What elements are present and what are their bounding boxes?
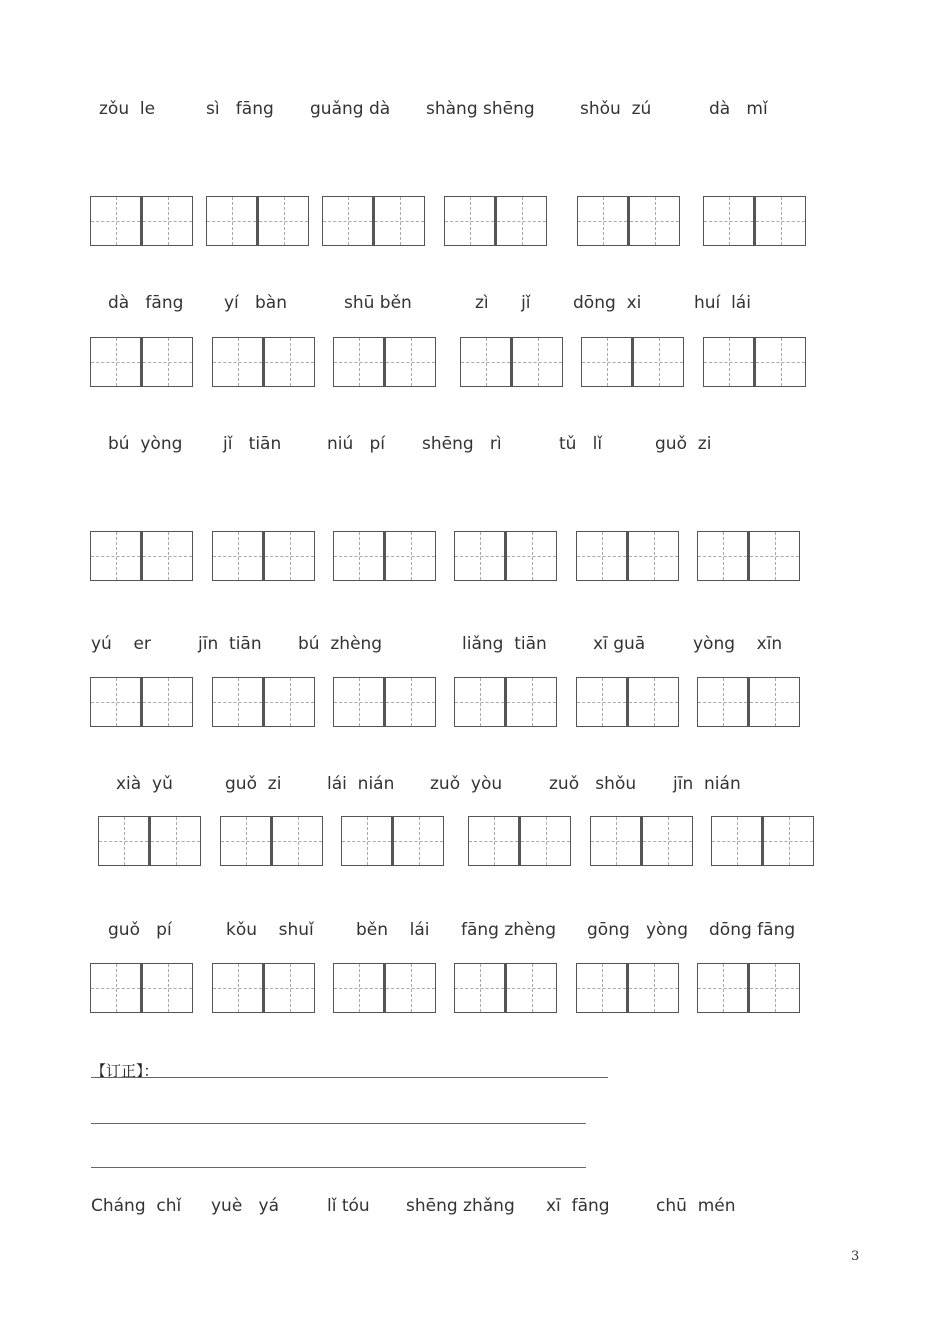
writing-cell[interactable] — [576, 531, 627, 581]
pinyin-word: guǎng dà — [310, 99, 391, 119]
tian-zi-grid[interactable] — [711, 816, 814, 866]
writing-cell[interactable] — [627, 963, 679, 1013]
page-number: 3 — [851, 1249, 860, 1264]
tian-zi-grid[interactable] — [212, 963, 315, 1013]
pinyin-word: yí bàn — [224, 293, 287, 313]
pinyin-word: yú er — [91, 634, 151, 654]
writing-cell[interactable] — [511, 337, 563, 387]
writing-cell[interactable] — [90, 337, 141, 387]
writing-cell[interactable] — [505, 677, 557, 727]
pinyin-word: shǒu zú — [580, 99, 652, 119]
tian-zi-grid[interactable] — [98, 816, 201, 866]
pinyin-word: huí lái — [694, 293, 751, 313]
tian-zi-grid[interactable] — [576, 531, 679, 581]
pinyin-word: xī guā — [593, 634, 646, 654]
writing-cell[interactable] — [322, 196, 373, 246]
writing-cell[interactable] — [141, 963, 193, 1013]
writing-cell[interactable] — [519, 816, 571, 866]
writing-cell[interactable] — [454, 531, 505, 581]
writing-cell[interactable] — [460, 337, 511, 387]
tian-zi-grid[interactable] — [333, 337, 436, 387]
tian-zi-grid[interactable] — [212, 531, 315, 581]
writing-cell[interactable] — [141, 196, 193, 246]
writing-cell[interactable] — [697, 531, 748, 581]
pinyin-word: fāng zhèng — [461, 920, 557, 940]
pinyin-word: yuè yá — [211, 1196, 279, 1216]
tian-zi-grid[interactable] — [460, 337, 563, 387]
tian-zi-grid[interactable] — [454, 677, 557, 727]
tian-zi-grid[interactable] — [90, 677, 193, 727]
pinyin-word: zǒu le — [99, 99, 156, 119]
pinyin-word: shàng shēng — [426, 99, 535, 119]
writing-cell[interactable] — [333, 531, 384, 581]
tian-zi-grid[interactable] — [444, 196, 547, 246]
writing-cell[interactable] — [333, 963, 384, 1013]
pinyin-word: sì fāng — [206, 99, 274, 119]
pinyin-word: jīn tiān — [198, 634, 262, 654]
writing-cell[interactable] — [141, 531, 193, 581]
writing-cell[interactable] — [748, 531, 800, 581]
pinyin-word: lái nián — [327, 774, 395, 794]
writing-cell[interactable] — [576, 677, 627, 727]
tian-zi-grid[interactable] — [697, 677, 800, 727]
writing-cell[interactable] — [263, 337, 315, 387]
writing-cell[interactable] — [212, 677, 263, 727]
correction-line[interactable] — [91, 1077, 608, 1078]
tian-zi-grid[interactable] — [341, 816, 444, 866]
pinyin-word: liǎng tiān — [462, 634, 547, 654]
tian-zi-grid[interactable] — [581, 337, 684, 387]
pinyin-word: zì jǐ — [475, 293, 531, 313]
writing-cell[interactable] — [748, 677, 800, 727]
writing-cell[interactable] — [627, 677, 679, 727]
writing-cell[interactable] — [581, 337, 632, 387]
writing-cell[interactable] — [263, 531, 315, 581]
writing-cell[interactable] — [141, 337, 193, 387]
writing-cell[interactable] — [90, 677, 141, 727]
writing-cell[interactable] — [590, 816, 641, 866]
writing-cell[interactable] — [505, 531, 557, 581]
writing-cell[interactable] — [628, 196, 680, 246]
pinyin-word: Cháng chǐ — [91, 1196, 182, 1216]
tian-zi-grid[interactable] — [333, 677, 436, 727]
writing-cell[interactable] — [341, 816, 392, 866]
tian-zi-grid[interactable] — [454, 531, 557, 581]
writing-cell[interactable] — [141, 677, 193, 727]
writing-cell[interactable] — [149, 816, 201, 866]
writing-cell[interactable] — [754, 196, 806, 246]
pinyin-word: zuǒ yòu — [430, 774, 503, 794]
writing-cell[interactable] — [333, 337, 384, 387]
writing-cell[interactable] — [505, 963, 557, 1013]
pinyin-word: bú zhèng — [298, 634, 383, 654]
writing-cell[interactable] — [384, 963, 436, 1013]
tian-zi-grid[interactable] — [590, 816, 693, 866]
pinyin-word: niú pí — [327, 434, 385, 454]
writing-cell[interactable] — [90, 196, 141, 246]
tian-zi-grid[interactable] — [454, 963, 557, 1013]
pinyin-word: guǒ zi — [655, 434, 712, 454]
writing-cell[interactable] — [454, 963, 505, 1013]
tian-zi-grid[interactable] — [697, 531, 800, 581]
tian-zi-grid[interactable] — [703, 337, 806, 387]
writing-cell[interactable] — [212, 531, 263, 581]
writing-cell[interactable] — [627, 531, 679, 581]
writing-cell[interactable] — [697, 963, 748, 1013]
writing-cell[interactable] — [384, 337, 436, 387]
tian-zi-grid[interactable] — [576, 963, 679, 1013]
writing-cell[interactable] — [212, 963, 263, 1013]
pinyin-word: xià yǔ — [116, 774, 173, 794]
pinyin-word: dōng fāng — [709, 920, 796, 940]
tian-zi-grid[interactable] — [468, 816, 571, 866]
writing-cell[interactable] — [384, 531, 436, 581]
pinyin-word: jīn nián — [673, 774, 741, 794]
tian-zi-grid[interactable] — [697, 963, 800, 1013]
writing-cell[interactable] — [212, 337, 263, 387]
tian-zi-grid[interactable] — [90, 531, 193, 581]
writing-cell[interactable] — [392, 816, 444, 866]
pinyin-word: xī fāng — [546, 1196, 610, 1216]
tian-zi-grid[interactable] — [333, 531, 436, 581]
writing-cell[interactable] — [754, 337, 806, 387]
tian-zi-grid[interactable] — [90, 337, 193, 387]
pinyin-word: shū běn — [344, 293, 412, 313]
writing-cell[interactable] — [263, 963, 315, 1013]
writing-cell[interactable] — [711, 816, 762, 866]
pinyin-word: běn lái — [356, 920, 430, 940]
pinyin-word: jǐ tiān — [223, 434, 282, 454]
writing-cell[interactable] — [384, 677, 436, 727]
tian-zi-grid[interactable] — [206, 196, 309, 246]
writing-cell[interactable] — [641, 816, 693, 866]
writing-cell[interactable] — [220, 816, 271, 866]
writing-cell[interactable] — [576, 963, 627, 1013]
writing-cell[interactable] — [333, 677, 384, 727]
tian-zi-grid[interactable] — [90, 196, 193, 246]
tian-zi-grid[interactable] — [220, 816, 323, 866]
writing-cell[interactable] — [703, 196, 754, 246]
writing-cell[interactable] — [632, 337, 684, 387]
writing-cell[interactable] — [577, 196, 628, 246]
writing-cell[interactable] — [748, 963, 800, 1013]
tian-zi-grid[interactable] — [212, 337, 315, 387]
writing-cell[interactable] — [98, 816, 149, 866]
writing-cell[interactable] — [495, 196, 547, 246]
writing-cell[interactable] — [90, 963, 141, 1013]
pinyin-word: bú yòng — [108, 434, 183, 454]
pinyin-word: zuǒ shǒu — [549, 774, 637, 794]
writing-cell[interactable] — [703, 337, 754, 387]
correction-line[interactable] — [91, 1167, 586, 1168]
pinyin-word: kǒu shuǐ — [226, 920, 314, 940]
pinyin-word: dà fāng — [108, 293, 184, 313]
tian-zi-grid[interactable] — [322, 196, 425, 246]
pinyin-word: gōng yòng — [587, 920, 688, 940]
tian-zi-grid[interactable] — [576, 677, 679, 727]
pinyin-word: lǐ tóu — [327, 1196, 370, 1216]
pinyin-word: shēng zhǎng — [406, 1196, 515, 1216]
pinyin-word: guǒ zi — [225, 774, 282, 794]
writing-cell[interactable] — [206, 196, 257, 246]
writing-cell[interactable] — [271, 816, 323, 866]
writing-cell[interactable] — [444, 196, 495, 246]
pinyin-word: tǔ lǐ — [559, 434, 603, 454]
writing-cell[interactable] — [454, 677, 505, 727]
pinyin-word: dōng xi — [573, 293, 642, 313]
writing-cell[interactable] — [697, 677, 748, 727]
tian-zi-grid[interactable] — [577, 196, 680, 246]
tian-zi-grid[interactable] — [333, 963, 436, 1013]
pinyin-word: shēng rì — [422, 434, 502, 454]
pinyin-word: dà mǐ — [709, 99, 768, 119]
writing-cell[interactable] — [257, 196, 309, 246]
pinyin-word: yòng xīn — [693, 634, 783, 654]
writing-cell[interactable] — [762, 816, 814, 866]
writing-cell[interactable] — [373, 196, 425, 246]
tian-zi-grid[interactable] — [212, 677, 315, 727]
correction-line[interactable] — [91, 1123, 586, 1124]
writing-cell[interactable] — [90, 531, 141, 581]
tian-zi-grid[interactable] — [90, 963, 193, 1013]
writing-cell[interactable] — [263, 677, 315, 727]
correction-label: 【订正】： — [91, 1062, 159, 1080]
pinyin-word: guǒ pí — [108, 920, 172, 940]
tian-zi-grid[interactable] — [703, 196, 806, 246]
writing-cell[interactable] — [468, 816, 519, 866]
pinyin-word: chū mén — [656, 1196, 736, 1216]
